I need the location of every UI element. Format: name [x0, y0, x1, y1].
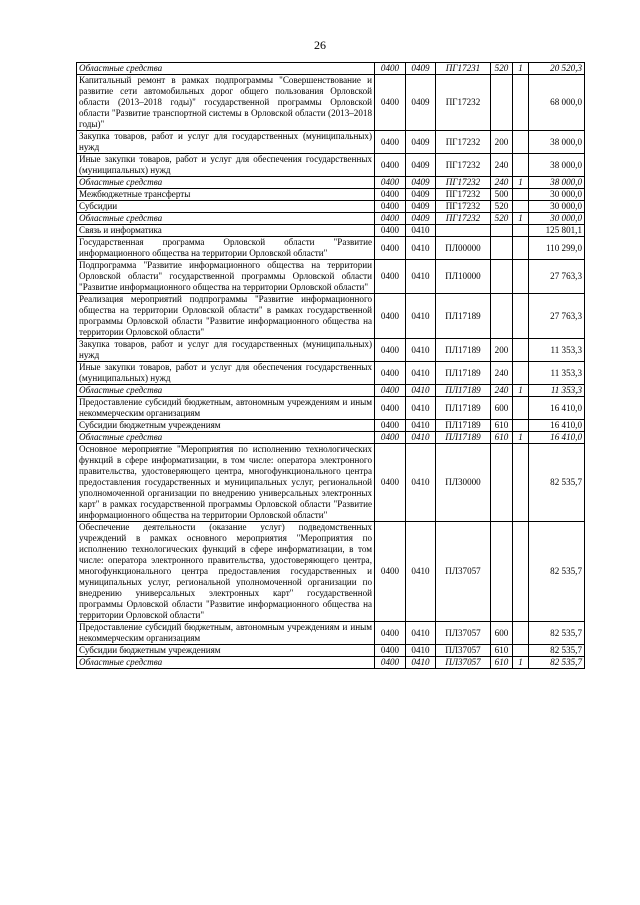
row-section: 0400	[375, 75, 406, 131]
row-funding-source	[513, 154, 529, 177]
row-target-article: ПЛ17189	[436, 432, 491, 444]
row-target-article: ПЛ17189	[436, 339, 491, 362]
row-name: Связь и информатика	[77, 225, 375, 237]
row-section: 0400	[375, 385, 406, 397]
row-amount: 110 299,0	[529, 237, 585, 260]
row-funding-source: 1	[513, 657, 529, 669]
row-expense-type	[491, 237, 513, 260]
row-target-article: ПЛ17189	[436, 385, 491, 397]
row-amount: 125 801,1	[529, 225, 585, 237]
row-subsection: 0409	[406, 63, 436, 75]
table-row	[77, 213, 585, 225]
row-name: Иные закупки товаров, работ и услуг для обеспечения государственных (муниципальных) нужд	[77, 362, 375, 385]
table-row	[77, 294, 585, 339]
row-amount: 16 410,0	[529, 432, 585, 444]
row-subsection: 0410	[406, 237, 436, 260]
row-funding-source	[513, 237, 529, 260]
row-amount: 27 763,3	[529, 294, 585, 339]
row-target-article: ПЛ17189	[436, 420, 491, 432]
row-name: Субсидии	[77, 201, 375, 213]
row-name: Субсидии бюджетным учреждениям	[77, 420, 375, 432]
row-funding-source	[513, 622, 529, 645]
row-name: Государственная программа Орловской области "Развитие информационного общества на территории Орловской области"	[77, 237, 375, 260]
row-funding-source	[513, 75, 529, 131]
row-section: 0400	[375, 225, 406, 237]
row-amount: 68 000,0	[529, 75, 585, 131]
row-target-article: ПЛ17189	[436, 362, 491, 385]
row-name: Закупка товаров, работ и услуг для государственных (муниципальных) нужд	[77, 131, 375, 154]
table-row	[77, 201, 585, 213]
row-expense-type: 610	[491, 645, 513, 657]
table-row	[77, 237, 585, 260]
row-target-article: ПГ17232	[436, 201, 491, 213]
row-funding-source	[513, 397, 529, 420]
row-name: Обеспечение деятельности (оказание услуг) подведомственных учреждений в рамках основного мероприятия "Мероприятия по исполнению технологических функций в сфере информатизации, в том числе: оператора электронного правительства, удостоверяющего центра, многофункционального центра предоставления государственных и муниципальных услуг, региональной уполномоченной организации по внедрению универсальных электронных карт" государственной программы Орловской области "Развитие информационного общества на территории Орловской области"	[77, 522, 375, 622]
row-subsection: 0409	[406, 131, 436, 154]
table-row	[77, 189, 585, 201]
table-row	[77, 657, 585, 669]
row-amount: 11 353,3	[529, 339, 585, 362]
page-number: 26	[314, 38, 326, 52]
row-section: 0400	[375, 189, 406, 201]
table-row	[77, 385, 585, 397]
table-row	[77, 63, 585, 75]
row-section: 0400	[375, 645, 406, 657]
row-subsection: 0410	[406, 339, 436, 362]
row-subsection: 0410	[406, 260, 436, 294]
row-target-article: ПЛ10000	[436, 260, 491, 294]
row-amount: 82 535,7	[529, 444, 585, 522]
row-amount: 82 535,7	[529, 522, 585, 622]
row-target-article: ПЛ17189	[436, 397, 491, 420]
row-section: 0400	[375, 201, 406, 213]
row-section: 0400	[375, 339, 406, 362]
row-expense-type: 240	[491, 154, 513, 177]
row-funding-source	[513, 362, 529, 385]
row-funding-source	[513, 294, 529, 339]
row-subsection: 0410	[406, 432, 436, 444]
row-name: Основное мероприятие "Мероприятия по исполнению технологических функций в сфере информатизации, в том числе: оператора электронного правительства, удостоверяющего центра, многофункционального центра предоставления государственных и муниципальных услуг, региональной уполномоченной организации по внедрению универсальных электронных карт" в рамках государственной программы Орловской области "Развитие информационного общества на территории Орловской области"	[77, 444, 375, 522]
row-section: 0400	[375, 177, 406, 189]
row-expense-type: 610	[491, 420, 513, 432]
table-row	[77, 444, 585, 522]
row-name: Областные средства	[77, 432, 375, 444]
row-subsection: 0410	[406, 522, 436, 622]
row-target-article: ПГ17232	[436, 154, 491, 177]
row-funding-source	[513, 201, 529, 213]
budget-table	[76, 62, 585, 669]
row-amount: 82 535,7	[529, 622, 585, 645]
row-target-article: ПГ17232	[436, 131, 491, 154]
table-row	[77, 645, 585, 657]
row-amount: 38 000,0	[529, 154, 585, 177]
row-subsection: 0410	[406, 385, 436, 397]
table-row	[77, 522, 585, 622]
row-expense-type: 240	[491, 385, 513, 397]
row-name: Субсидии бюджетным учреждениям	[77, 645, 375, 657]
row-expense-type	[491, 444, 513, 522]
row-section: 0400	[375, 397, 406, 420]
row-expense-type: 600	[491, 397, 513, 420]
row-subsection: 0410	[406, 657, 436, 669]
row-section: 0400	[375, 622, 406, 645]
row-name: Областные средства	[77, 177, 375, 189]
table-row	[77, 339, 585, 362]
row-section: 0400	[375, 237, 406, 260]
row-section: 0400	[375, 154, 406, 177]
table-row	[77, 432, 585, 444]
row-amount: 30 000,0	[529, 201, 585, 213]
row-amount: 82 535,7	[529, 657, 585, 669]
row-target-article: ПЛ30000	[436, 444, 491, 522]
row-funding-source	[513, 522, 529, 622]
row-expense-type: 200	[491, 131, 513, 154]
row-expense-type	[491, 260, 513, 294]
row-amount: 11 353,3	[529, 385, 585, 397]
row-target-article	[436, 225, 491, 237]
row-subsection: 0409	[406, 213, 436, 225]
row-name: Областные средства	[77, 213, 375, 225]
row-subsection: 0410	[406, 444, 436, 522]
row-expense-type	[491, 225, 513, 237]
row-subsection: 0409	[406, 154, 436, 177]
row-section: 0400	[375, 63, 406, 75]
table-row	[77, 397, 585, 420]
row-subsection: 0409	[406, 201, 436, 213]
row-funding-source: 1	[513, 177, 529, 189]
row-expense-type: 600	[491, 622, 513, 645]
row-target-article: ПЛ37057	[436, 622, 491, 645]
row-subsection: 0410	[406, 645, 436, 657]
row-funding-source: 1	[513, 385, 529, 397]
row-target-article: ПЛ00000	[436, 237, 491, 260]
row-target-article: ПЛ37057	[436, 657, 491, 669]
table-row	[77, 75, 585, 131]
row-target-article: ПГ17232	[436, 213, 491, 225]
row-subsection: 0409	[406, 75, 436, 131]
row-amount: 30 000,0	[529, 213, 585, 225]
budget-table-body	[77, 63, 585, 669]
row-funding-source	[513, 260, 529, 294]
row-funding-source	[513, 189, 529, 201]
row-amount: 38 000,0	[529, 177, 585, 189]
row-target-article: ПЛ37057	[436, 522, 491, 622]
row-funding-source	[513, 131, 529, 154]
row-name: Областные средства	[77, 385, 375, 397]
row-section: 0400	[375, 522, 406, 622]
row-subsection: 0410	[406, 397, 436, 420]
row-name: Предоставление субсидий бюджетным, автономным учреждениям и иным некоммерческим организациям	[77, 397, 375, 420]
row-expense-type: 240	[491, 177, 513, 189]
row-amount: 82 535,7	[529, 645, 585, 657]
row-section: 0400	[375, 294, 406, 339]
row-funding-source: 1	[513, 432, 529, 444]
row-section: 0400	[375, 420, 406, 432]
row-name: Межбюджетные трансферты	[77, 189, 375, 201]
row-name: Закупка товаров, работ и услуг для государственных (муниципальных) нужд	[77, 339, 375, 362]
row-funding-source	[513, 339, 529, 362]
row-name: Иные закупки товаров, работ и услуг для обеспечения государственных (муниципальных) нужд	[77, 154, 375, 177]
row-expense-type: 240	[491, 362, 513, 385]
row-name: Предоставление субсидий бюджетным, автономным учреждениям и иным некоммерческим организациям	[77, 622, 375, 645]
row-section: 0400	[375, 260, 406, 294]
row-subsection: 0410	[406, 362, 436, 385]
row-section: 0400	[375, 444, 406, 522]
row-section: 0400	[375, 213, 406, 225]
row-name: Подпрограмма "Развитие информационного общества на территории Орловской области" государственной программы Орловской области "Развитие информационного общества на территории Орловской области"	[77, 260, 375, 294]
row-name: Реализация мероприятий подпрограммы "Развитие информационного общества на территории Орловской области" в рамках государственной программы Орловской области "Развитие информационного общества на территории Орловской области"	[77, 294, 375, 339]
row-funding-source: 1	[513, 63, 529, 75]
row-target-article: ПЛ37057	[436, 645, 491, 657]
row-amount: 20 520,3	[529, 63, 585, 75]
row-subsection: 0410	[406, 225, 436, 237]
row-subsection: 0409	[406, 177, 436, 189]
table-row	[77, 622, 585, 645]
row-expense-type: 520	[491, 63, 513, 75]
row-expense-type: 610	[491, 657, 513, 669]
row-funding-source	[513, 444, 529, 522]
row-section: 0400	[375, 657, 406, 669]
row-amount: 38 000,0	[529, 131, 585, 154]
row-amount: 16 410,0	[529, 420, 585, 432]
row-expense-type	[491, 294, 513, 339]
row-funding-source	[513, 420, 529, 432]
row-target-article: ПГ17232	[436, 189, 491, 201]
row-target-article: ПГ17232	[436, 177, 491, 189]
row-target-article: ПЛ17189	[436, 294, 491, 339]
row-funding-source	[513, 645, 529, 657]
row-name: Областные средства	[77, 657, 375, 669]
row-subsection: 0410	[406, 622, 436, 645]
row-amount: 27 763,3	[529, 260, 585, 294]
row-section: 0400	[375, 432, 406, 444]
table-row	[77, 260, 585, 294]
row-target-article: ПГ17231	[436, 63, 491, 75]
row-target-article: ПГ17232	[436, 75, 491, 131]
table-row	[77, 131, 585, 154]
table-row	[77, 154, 585, 177]
row-section: 0400	[375, 131, 406, 154]
row-section: 0400	[375, 362, 406, 385]
row-amount: 30 000,0	[529, 189, 585, 201]
row-funding-source	[513, 225, 529, 237]
row-subsection: 0409	[406, 189, 436, 201]
row-subsection: 0410	[406, 420, 436, 432]
row-expense-type: 520	[491, 201, 513, 213]
row-expense-type: 200	[491, 339, 513, 362]
table-row	[77, 362, 585, 385]
row-expense-type	[491, 75, 513, 131]
row-amount: 11 353,3	[529, 362, 585, 385]
row-name: Областные средства	[77, 63, 375, 75]
row-expense-type: 610	[491, 432, 513, 444]
row-subsection: 0410	[406, 294, 436, 339]
row-name: Капитальный ремонт в рамках подпрограммы "Совершенствование и развитие сети автомобильных дорог общего пользования Орловской области (2013–2018 годы)" государственной программы Орловской области "Развитие транспортной системы в Орловской области (2013–2018 годы)"	[77, 75, 375, 131]
table-row	[77, 225, 585, 237]
row-expense-type: 520	[491, 213, 513, 225]
row-amount: 16 410,0	[529, 397, 585, 420]
row-expense-type	[491, 522, 513, 622]
row-expense-type: 500	[491, 189, 513, 201]
table-row	[77, 177, 585, 189]
table-row	[77, 420, 585, 432]
row-funding-source: 1	[513, 213, 529, 225]
